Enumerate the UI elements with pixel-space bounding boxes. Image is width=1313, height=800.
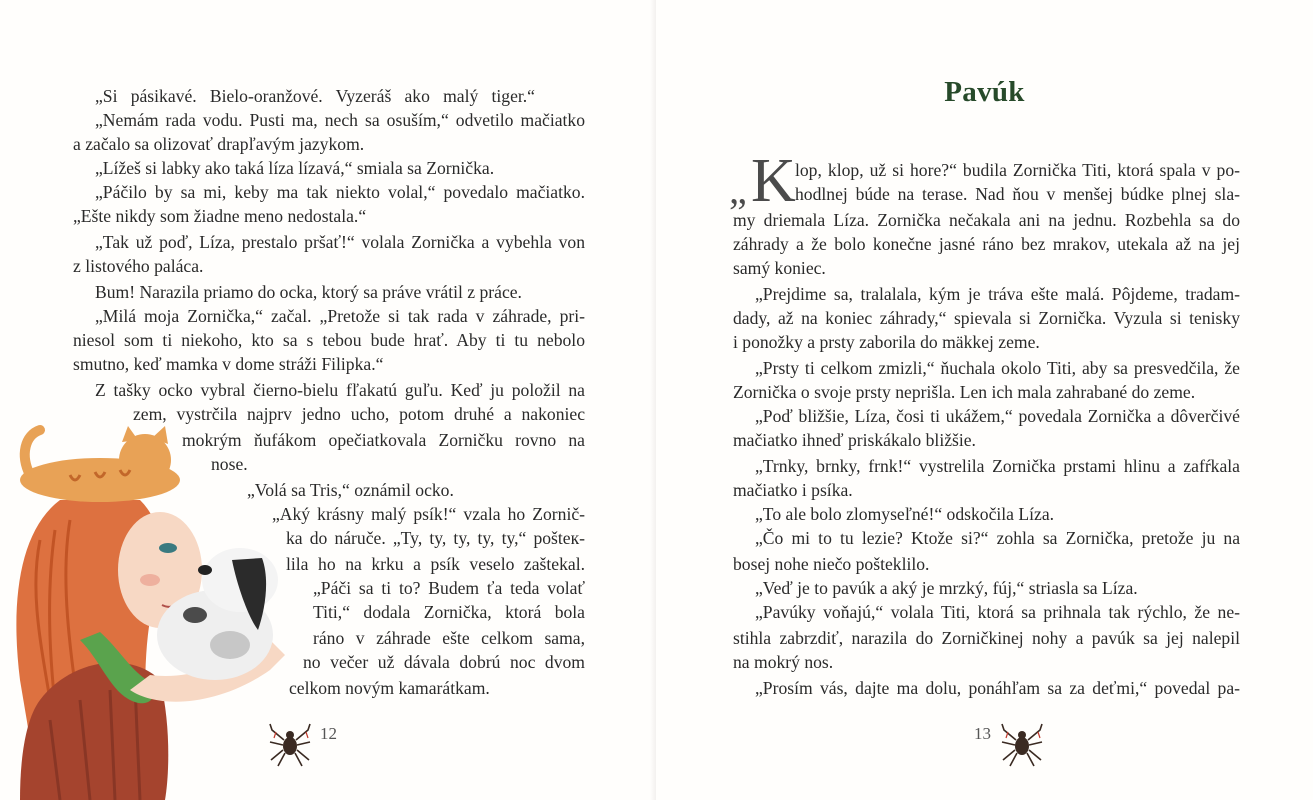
page-number: 13 (974, 724, 991, 743)
text-line: „To ale bolo zlomyseľné!“ odskočila Líza. (755, 504, 1055, 524)
text-line: dady, až na koniec záhrady,“ spievala si Zornička. Vyzula si tenisky (733, 308, 1240, 328)
text-line: „Aký krásny malý psík!“ vzala ho Zornič- (272, 504, 585, 524)
dropcap-letter: K (751, 147, 796, 215)
text-line: „Nemám rada vodu. Pusti ma, nech sa osuším,“ odvetilo mačiatko (95, 110, 585, 130)
text-line: Z tašky ocko vybral čierno-bielu fľakatú guľu. Keď ju položil na (95, 380, 585, 400)
chapter-title: Pavúk (944, 76, 1025, 108)
text-line: my driemala Líza. Zornička nečakala ani na jednu. Rozbehla sa do (733, 210, 1240, 230)
text-line: Bum! Narazila priamo do ocka, ktorý sa práve vrátil z práce. (95, 282, 522, 302)
text-line: mačiatko ihneď priskákalo bližšie. (733, 430, 976, 450)
text-line: „Páči sa ti to? Budem ťa teda volať (313, 578, 585, 598)
left-page (0, 0, 656, 800)
text-line: „Tak už poď, Líza, prestalo pršať!“ volala Zornička a vybehla von (95, 232, 585, 252)
text-line: lop, klop, už si hore?“ budila Zornička Titi, ktorá spala v po- (795, 160, 1240, 180)
text-line: „Veď je to pavúk a aký je mrzký, fúj,“ striasla sa Líza. (755, 578, 1138, 598)
text-line: niesol som ti niekoho, kto sa s tebou bude hrať. Aby ti tu nebolo (73, 330, 585, 350)
text-line: smutno, keď mamka v dome stráži Filipka.“ (73, 354, 384, 374)
text-line: no večer už dávala dobrú noc dvom (303, 652, 585, 672)
text-line: lila ho na krku a psík veselo zaštekal. (286, 554, 585, 574)
text-line: samý koniec. (733, 258, 826, 278)
text-line: na mokrý nos. (733, 652, 834, 672)
text-line: ráno v záhrade ešte celkom sama, (313, 628, 585, 648)
text-line: „Páčilo by sa mi, keby ma tak niekto volal,“ povedalo mačiatko. (95, 182, 585, 202)
text-line: „Prejdime sa, tralalala, kým je tráva ešte malá. Pôjdeme, tradam- (755, 284, 1240, 304)
right-page (656, 0, 1313, 800)
text-line: „Ešte nikdy som žiadne meno nedostala.“ (73, 206, 367, 226)
spider-icon (1000, 720, 1044, 768)
text-line: a začalo sa olizovať drapľavým jazykom. (73, 134, 365, 154)
text-line: „Si pásikavé. Bielo-oranžové. Vyzeráš ako malý tiger.“ (95, 86, 535, 106)
text-line: „Prsty ti celkom zmizli,“ ňuchala okolo Titi, aby sa presvedčila, že (755, 358, 1240, 378)
text-line: „Milá moja Zornička,“ začal. „Pretože si tak rada v záhrade, pri- (95, 306, 585, 326)
text-line: z listového paláca. (73, 256, 204, 276)
text-line: mačiatko i psíka. (733, 480, 853, 500)
spider-icon (268, 720, 312, 768)
page-number: 12 (320, 724, 337, 743)
text-line: bosej nohe niečo pošteklilo. (733, 554, 930, 574)
text-line: „Trnky, brnky, frnk!“ vystrelila Zornička prstami hlinu a zafŕkala (755, 456, 1240, 476)
text-line: záhrady a že bolo konečne jasné ráno bez mrakov, utekala až na jej (733, 234, 1240, 254)
text-line: „Lížeš si labky ako taká líza lízavá,“ smiala sa Zornička. (95, 158, 495, 178)
text-line: nose. (211, 454, 248, 474)
text-line: zem, vystrčila najprv jedno ucho, potom druhé a nakoniec (133, 404, 585, 424)
text-line: „Volá sa Tris,“ oznámil ocko. (247, 480, 454, 500)
text-line: Titi,“ dodala Zornička, ktorá bola (313, 602, 585, 622)
text-line: stihla zabrzdiť, narazila do Zorničkinej nohy a pavúk sa jej nalepil (733, 628, 1240, 648)
text-line: hodlnej búde na terase. Nad ňou v menšej búdke plnej sla- (795, 184, 1240, 204)
text-line: mokrým ňufákom opečiatkovala Zorničku rovno na (182, 430, 585, 450)
text-line: ka do náruče. „Ty, ty, ty, ty, ty,“ pošteк- (286, 528, 585, 548)
girl-kitten-puppy-illustration (0, 420, 300, 800)
text-line: „Čo mi to tu lezie? Ktože si?“ zohla sa Zornička, pretože ju na (755, 528, 1240, 548)
text-line: Zornička o svoje prsty neprišla. Len ich mala zahrabané do zeme. (733, 382, 1196, 402)
text-line: celkom novým kamarátkam. (289, 678, 490, 698)
dropcap-quote: „ (729, 167, 747, 212)
text-line: „Pavúky voňajú,“ volala Titi, ktorá sa prihnala tak rýchlo, že ne- (755, 602, 1240, 622)
text-line: „Poď bližšie, Líza, čosi ti ukážem,“ povedala Zornička a dôverčivé (755, 406, 1240, 426)
text-line: „Prosím vás, dajte ma dolu, ponáhľam sa za deťmi,“ povedal pa- (755, 678, 1240, 698)
text-line: i ponožky a prsty zaborila do mäkkej zeme. (733, 332, 1040, 352)
